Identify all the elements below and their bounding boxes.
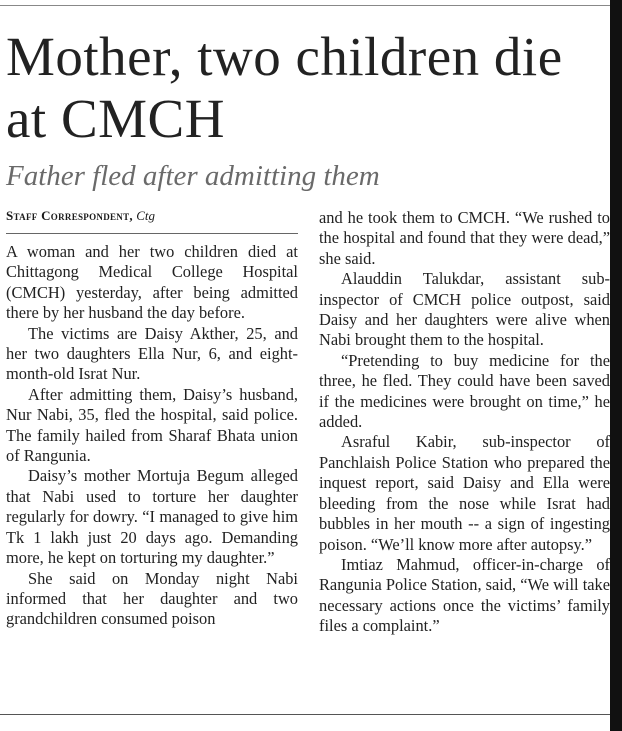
byline <box>6 207 301 225</box>
byline-location: Ctg <box>136 208 156 223</box>
paragraph: Alauddin Talukdar, assistant sub-inspector of CMCH police outpost, said Daisy and her daughters were alive when Nabi brought them to the hospital. <box>319 269 610 350</box>
page-edge-bar <box>610 0 622 731</box>
headline: Mother, two children die at CMCH <box>6 26 563 149</box>
paragraph: and he took them to CMCH. “We rushed to the hospital and found that they were dead,” she said. <box>319 208 610 268</box>
paragraph: Asraful Kabir, sub-inspector of Panchlaish Police Station who prepared the inquest report, said Daisy and Ella were bleeding from the nose while Israt had bubbles in her mouth -- a sign of ingesting poison. “We’ll know more after autopsy.” <box>319 432 610 554</box>
article-column-1 <box>6 242 298 630</box>
byline-rule <box>6 233 298 234</box>
paragraph: The victims are Daisy Akther, 25, and her two daughters Ella Nur, 6, and eight-month-old Israt Nur. <box>6 323 298 384</box>
byline-role: Staff Correspondent, <box>6 208 133 223</box>
subheadline: Father fled after admitting them <box>6 160 380 192</box>
paragraph: “Pretending to buy medicine for the three, he fled. They could have been saved if the medicines were brought on time,” he added. <box>319 350 610 432</box>
article-column-2 <box>319 208 610 637</box>
paragraph: Imtiaz Mahmud, officer-in-charge of Rangunia Police Station, said, “We will take necessary actions once the victims’ family files a complaint.” <box>319 554 610 636</box>
top-rule <box>0 5 610 6</box>
bottom-rule <box>0 714 610 715</box>
paragraph: Daisy’s mother Mortuja Begum alleged that Nabi used to torture her daughter regularly for dowry. “I managed to give him Tk 1 lakh just 20 days ago. Demanding more, he kept on torturing my daughter.” <box>6 466 298 568</box>
paragraph: A woman and her two children died at Chittagong Medical College Hospital (CMCH) yesterday, after being admitted there by her husband the day before. <box>6 242 298 323</box>
paragraph: She said on Monday night Nabi informed that her daughter and two grandchildren consumed poison <box>6 568 298 629</box>
paragraph: After admitting them, Daisy’s husband, Nur Nabi, 35, fled the hospital, said police. The family hailed from Sharaf Bhata union of Rangunia. <box>6 384 298 466</box>
